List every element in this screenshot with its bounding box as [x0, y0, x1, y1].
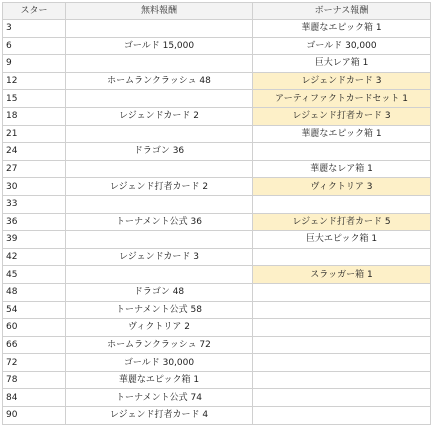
table-row	[3, 37, 431, 55]
free-reward-cell: レジェンド打者カード 4	[66, 407, 253, 425]
table-row	[3, 266, 431, 284]
star-cell: 6	[3, 37, 66, 55]
star-cell: 15	[3, 90, 66, 108]
star-cell: 45	[3, 266, 66, 284]
free-reward-cell	[66, 125, 253, 143]
star-cell: 24	[3, 143, 66, 161]
star-cell: 33	[3, 195, 66, 213]
table-row	[3, 125, 431, 143]
table-row	[3, 354, 431, 372]
free-reward-cell: レジェンドカード 2	[66, 107, 253, 125]
star-cell: 3	[3, 20, 66, 38]
star-cell: 84	[3, 389, 66, 407]
bonus-reward-cell: スラッガー箱 1	[253, 266, 431, 284]
table-row	[3, 336, 431, 354]
free-reward-cell	[66, 231, 253, 249]
table-row	[3, 301, 431, 319]
table-row	[3, 319, 431, 337]
star-cell: 54	[3, 301, 66, 319]
bonus-reward-cell	[253, 389, 431, 407]
free-reward-cell: トーナメント公式 58	[66, 301, 253, 319]
star-rewards-table	[2, 2, 431, 425]
star-cell: 9	[3, 55, 66, 73]
free-reward-cell: ホームランクラッシュ 48	[66, 72, 253, 90]
bonus-reward-cell: ヴィクトリア 3	[253, 178, 431, 196]
free-reward-cell: ゴールド 15,000	[66, 37, 253, 55]
star-cell: 30	[3, 178, 66, 196]
star-cell: 90	[3, 407, 66, 425]
bonus-reward-cell	[253, 371, 431, 389]
free-reward-cell: ゴールド 30,000	[66, 354, 253, 372]
table-row	[3, 195, 431, 213]
header-star: スター	[3, 3, 66, 20]
free-reward-cell	[66, 20, 253, 38]
bonus-reward-cell: 巨大エピック箱 1	[253, 231, 431, 249]
bonus-reward-cell	[253, 248, 431, 266]
star-cell: 39	[3, 231, 66, 249]
bonus-reward-cell	[253, 354, 431, 372]
free-reward-cell: レジェンド打者カード 2	[66, 178, 253, 196]
star-cell: 27	[3, 160, 66, 178]
bonus-reward-cell	[253, 301, 431, 319]
bonus-reward-cell: レジェンドカード 3	[253, 72, 431, 90]
free-reward-cell	[66, 195, 253, 213]
table-row	[3, 231, 431, 249]
star-cell: 18	[3, 107, 66, 125]
header-free-reward: 無料報酬	[66, 3, 253, 20]
table-row	[3, 72, 431, 90]
bonus-reward-cell: 華麗なレア箱 1	[253, 160, 431, 178]
star-cell: 78	[3, 371, 66, 389]
free-reward-cell	[66, 160, 253, 178]
star-cell: 36	[3, 213, 66, 231]
table-row	[3, 283, 431, 301]
free-reward-cell: トーナメント公式 74	[66, 389, 253, 407]
star-cell: 21	[3, 125, 66, 143]
header-bonus-reward: ボーナス報酬	[253, 3, 431, 20]
star-cell: 60	[3, 319, 66, 337]
table-body	[3, 20, 431, 425]
table-row	[3, 371, 431, 389]
free-reward-cell: ドラゴン 48	[66, 283, 253, 301]
star-cell: 72	[3, 354, 66, 372]
table-row	[3, 143, 431, 161]
bonus-reward-cell	[253, 407, 431, 425]
table-row	[3, 178, 431, 196]
bonus-reward-cell: 華麗なエピック箱 1	[253, 125, 431, 143]
free-reward-cell	[66, 266, 253, 284]
bonus-reward-cell: レジェンド打者カード 5	[253, 213, 431, 231]
table-row	[3, 248, 431, 266]
star-cell: 48	[3, 283, 66, 301]
table-row	[3, 90, 431, 108]
header-row	[3, 3, 431, 20]
free-reward-cell: 華麗なエピック箱 1	[66, 371, 253, 389]
star-cell: 66	[3, 336, 66, 354]
table-row	[3, 407, 431, 425]
bonus-reward-cell: 巨大レア箱 1	[253, 55, 431, 73]
bonus-reward-cell	[253, 143, 431, 161]
star-cell: 42	[3, 248, 66, 266]
free-reward-cell: ホームランクラッシュ 72	[66, 336, 253, 354]
table-row	[3, 160, 431, 178]
bonus-reward-cell: レジェンド打者カード 3	[253, 107, 431, 125]
free-reward-cell	[66, 55, 253, 73]
table-row	[3, 213, 431, 231]
bonus-reward-cell	[253, 195, 431, 213]
free-reward-cell: トーナメント公式 36	[66, 213, 253, 231]
star-cell: 12	[3, 72, 66, 90]
bonus-reward-cell: 華麗なエピック箱 1	[253, 20, 431, 38]
bonus-reward-cell	[253, 319, 431, 337]
bonus-reward-cell	[253, 283, 431, 301]
free-reward-cell: レジェンドカード 3	[66, 248, 253, 266]
bonus-reward-cell: ゴールド 30,000	[253, 37, 431, 55]
bonus-reward-cell: アーティファクトカードセット 1	[253, 90, 431, 108]
free-reward-cell	[66, 90, 253, 108]
table-row	[3, 20, 431, 38]
free-reward-cell: ヴィクトリア 2	[66, 319, 253, 337]
table-row	[3, 55, 431, 73]
table-row	[3, 107, 431, 125]
table-row	[3, 389, 431, 407]
free-reward-cell: ドラゴン 36	[66, 143, 253, 161]
bonus-reward-cell	[253, 336, 431, 354]
